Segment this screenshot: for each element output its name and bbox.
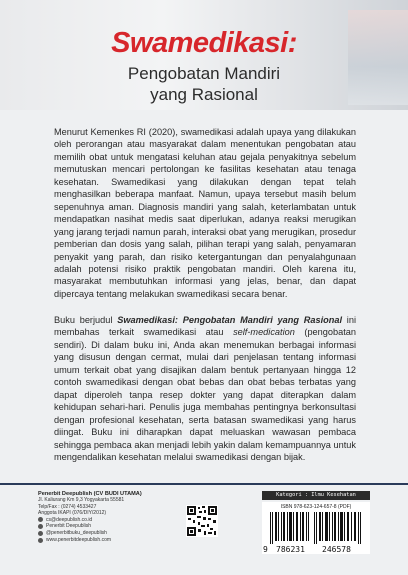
email-icon xyxy=(38,517,43,522)
barcode-icon xyxy=(270,512,362,544)
book-subtitle-line2: yang Rasional xyxy=(150,85,258,104)
category-label: Kategori : Ilmu Kesehatan xyxy=(262,491,370,500)
publisher-website: www.penerbitdeepublish.com xyxy=(46,537,112,544)
isbn-number: ISBN 978-623-124-657-8 (PDF) xyxy=(280,504,352,510)
footer-divider xyxy=(0,483,408,485)
isbn-barcode xyxy=(262,502,370,554)
blurb-paragraph-1: Menurut Kemenkes RI (2020), swamedikasi adalah upaya yang dilakukan oleh perorangan atau masyarakat dalam menentukan pengobatan atau memilih obat untuk mengatasi keluhan atau gejala penyakitnya sebelum memutuskan mencari pertolongan ke fasilitas kesehatan atau tenaga kesehatan. Swamedikasi yang dilakukan dengan tepat telah menghasilkan beberapa manfaat. Namun, upaya tersebut masih belum sepenuhnya aman. Diagnosis mandiri yang salah, keterlambatan untuk mendapatkan nasihat medis saat diperlukan, adanya reaksi merugikan yang jarang terjadi namun parah, interaksi obat yang merugikan, prosedur pemberian dan dosis yang salah, pilihan terapi yang salah, penyamaran penyakit yang parah, dan risiko ketergantungan dan penyalahgunaan adalah potensi risiko praktik pengobatan mandiri. Oleh karena itu, masyarakat membutuhkan informasi yang jelas, benar, dan dapat dipercaya tentang melakukan swamedikasi secara benar. xyxy=(54,127,356,299)
book-title: Swamedikasi: xyxy=(111,27,297,59)
barcode-digit-right: 246578 xyxy=(322,545,351,554)
publisher-name: Penerbit Deepublish (CV BUDI UTAMA) xyxy=(38,491,142,497)
blurb-p2-book-title: Swamedikasi: Pengobatan Mandiri yang Rasional xyxy=(117,315,343,325)
publisher-phone: Telp/Fax : (0274) 4533427 xyxy=(38,503,97,510)
blurb-paragraph-2 xyxy=(54,314,356,463)
blurb-p2-text-b: ini membahas terkait swamedikasi atau xyxy=(54,315,356,338)
publisher-instagram-row xyxy=(38,530,178,536)
blurb-p2-text-c: (pengobatan sendiri). Di dalam buku ini, Anda akan menemukan berbagai informasi yang disusun dengan cermat, mulai dari penjelasan tentang informasi umum terkait obat yang disajikan dalam bentuk pertanyaan hingga 12 contoh swamedikasi dengan obat bebas dan obat bebas terbatas yang dapat diperoleh tanpa resep dokter yang dapat diterapkan dalam kehidupan sehari-hari. Penulis juga membahas pentingnya berkonsultasi dengan profesional kesehatan, serta batasan swamedikasi yang harus diingat. Buku ini diharapkan dapat meluaskan wawasan pembaca sehingga pembaca akan menjadi lebih yakin dalam kemampuannya untuk mengendalikan kesehatan melalui swamedikasi dengan bijak. xyxy=(54,327,356,462)
publisher-member: Anggota IKAPI (076/DIY/2012) xyxy=(38,509,107,516)
qr-code-icon xyxy=(186,505,218,537)
barcode-digit-prefix: 9 xyxy=(263,545,268,554)
publisher-address: Jl. Kaliurang Km 9,3 Yogyakarta 55581 xyxy=(38,497,125,504)
publisher-instagram: @penerbitbuku_deepublish xyxy=(46,530,107,537)
instagram-icon xyxy=(38,531,43,536)
facebook-icon xyxy=(38,524,43,529)
publisher-facebook-row xyxy=(38,523,178,529)
qr-code xyxy=(186,505,218,537)
publisher-email: cs@deepublish.co.id xyxy=(46,516,93,523)
blurb-p2-term: self-medication xyxy=(233,327,295,338)
publisher-website-row xyxy=(38,537,178,543)
publisher-facebook: Penerbit Deepublish xyxy=(46,523,92,530)
publisher-info xyxy=(38,491,178,543)
publisher-email-row xyxy=(38,517,178,523)
globe-icon xyxy=(38,538,43,543)
book-subtitle-line1: Pengobatan Mandiri xyxy=(127,64,281,83)
blurb-p2-text-a: Buku berjudul xyxy=(54,315,118,325)
barcode-digit-left: 786231 xyxy=(276,545,305,554)
